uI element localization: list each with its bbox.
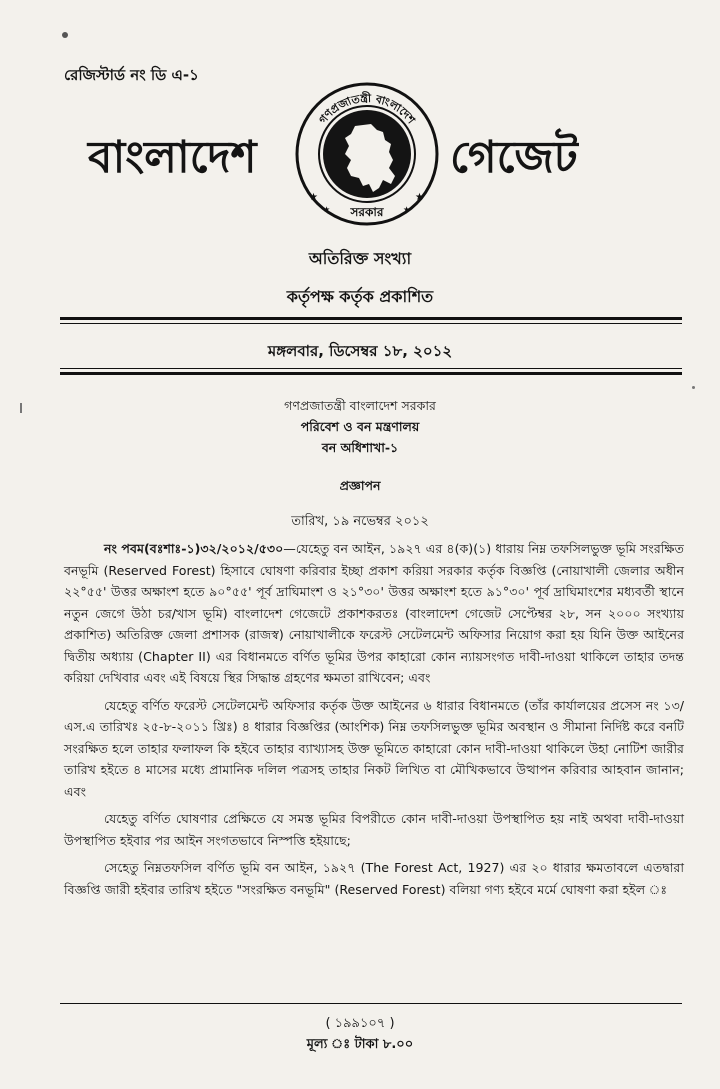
svg-text:★: ★	[309, 192, 318, 203]
seal-text-bottom: সরকার	[350, 205, 384, 219]
ministry-name: পরিবেশ ও বন মন্ত্রণালয়	[300, 419, 420, 434]
reference-number: নং পবম(বঃশাঃ-১)৩২/২০১২/৫৩০	[104, 541, 284, 556]
paragraph: সেহেতু নিম্নতফসিল বর্ণিত ভূমি বন আইন, ১৯২৭ (The Forest Act, 1927) এর ২০ ধারার ক্ষমতাবলে এতদ্বারা বিজ্ঞপ্তি জারী হইবার তারিখ হইতে "সংরক্ষিত বনভূমি" (Reserved Forest) বলিয়া গণ্য হইবে মর্মে ঘোষণা করা হইল ঃ	[64, 860, 684, 897]
divider	[60, 1003, 682, 1004]
scan-speck	[692, 386, 695, 389]
notice-heading: প্রজ্ঞাপন	[339, 478, 381, 493]
seal-text-top: গণপ্রজাতন্ত্রী বাংলাদেশ	[316, 91, 418, 127]
page-reference: ( ১৯৯১০৭ )	[325, 1016, 395, 1031]
divider	[60, 368, 682, 369]
paragraph-text: —যেহেতু বন আইন, ১৯২৭ এর ৪(ক)(১) ধারায় নিম্ন তফসিলভুক্ত ভূমি সংরক্ষিত বনভূমি (Reserved Forest) হিসাবে ঘোষণা করিবার ইচ্ছা প্রকাশ করিয়া সরকার কর্তৃক বিজ্ঞপ্তি (নোয়াখালী জেলার অধীন ২২°৫৫' উত্তর অক্ষাংশ হতে ৯০°৫৫' পূর্ব দ্রাঘিমাংশ ও ২১°৩০' উত্তর অক্ষাংশ হতে ৯১°৩০' পূর্ব দ্রাঘিমাংশের মধ্যবর্তী স্থানে নতুন জেগে উঠা চর/খাস ভূমি) বাংলাদেশ গেজেটে প্রকাশকরতঃ (বাংলাদেশ গেজেট সেপ্টেম্বর ২৮, সন ২০০০ সংখ্যায় প্রকাশিত) অতিরিক্ত জেলা প্রশাসক (রাজস্ব) নোয়াখালীকে ফরেস্ট সেটেলমেন্ট অফিসার নিয়োগ করা হয় যিনি উক্ত আইনের দ্বিতীয় অধ্যায় (Chapter II) এর বিধানমতে বর্ণিত ভূমির উপর কাহারো কোন ন্যায়সংগত দাবী-দাওয়া থাকিলে তাহার তদন্ত করিয়া দেখিবার এবং এই বিষয়ে স্থির সিদ্ধান্ত গ্রহণের ক্ষমতা রাখিবেন; এবং	[64, 541, 684, 685]
svg-text:★: ★	[323, 205, 331, 214]
scan-speck	[62, 32, 68, 38]
svg-text:★: ★	[403, 205, 411, 214]
divider	[60, 372, 682, 375]
government-name: গণপ্রজাতন্ত্রী বাংলাদেশ সরকার	[284, 398, 436, 413]
gazette-title-right: গেজেট	[450, 132, 578, 183]
publisher-label: কর্তৃপক্ষ কর্তৃক প্রকাশিত	[286, 287, 434, 306]
government-seal-icon	[293, 80, 441, 228]
divider	[60, 317, 682, 320]
divider	[60, 323, 682, 324]
price-label: মূল্য ঃ টাকা ৮.০০	[306, 1037, 414, 1052]
notice-date: তারিখ, ১৯ নভেম্বর ২০১২	[291, 514, 429, 529]
gazette-title-left: বাংলাদেশ	[88, 132, 257, 183]
paragraph: যেহেতু বর্ণিত ফরেস্ট সেটেলমেন্ট অফিসার কর্তৃক উক্ত আইনের ৬ ধারার বিধানমতে (তাঁর কার্যালয়ের প্রসেস নং ১৩/এস.এ তারিখঃ ২৫-৮-২০১১ খ্রিঃ) ৪ ধারার বিজ্ঞপ্তির (আংশিক) নিম্ন তফসিলভুক্ত ভূমির অবস্থান ও সীমানা নির্দিষ্ট করে বনটি সংরক্ষিত হলে তাহার ফলাফল কি হইবে তাহার ব্যাখ্যাসহ উক্ত ভূমিতে কাহারো কোন দাবী-দাওয়া থাকিলে উহা নোটিশ জারীর তারিখ হইতে ৪ মাসের মধ্যে প্রামানিক দলিল পত্রসহ তাহার নিকট লিখিত বা মৌখিকভাবে উত্থাপন করিবার আহবান জানান; এবং	[64, 697, 684, 799]
division-name: বন অধিশাখা-১	[321, 440, 399, 455]
edition-label: অতিরিক্ত সংখ্যা	[308, 249, 412, 268]
notice-body	[64, 538, 684, 906]
paragraph: যেহেতু বর্ণিত ঘোষণার প্রেক্ষিতে যে সমস্ত ভূমির বিপরীতে কোন দাবী-দাওয়া উপস্থাপিত হয় নাই অথবা দাবী-দাওয়া উপস্থাপিত হইবার পর আইন সংগতভাবে নিস্পত্তি হইয়াছে;	[64, 811, 684, 848]
issue-date: মঙ্গলবার, ডিসেম্বর ১৮, ২০১২	[267, 342, 453, 360]
registration-number: রেজিস্টার্ড নং ডি এ-১	[64, 66, 199, 84]
svg-text:★: ★	[415, 192, 424, 203]
paragraph	[64, 538, 684, 689]
